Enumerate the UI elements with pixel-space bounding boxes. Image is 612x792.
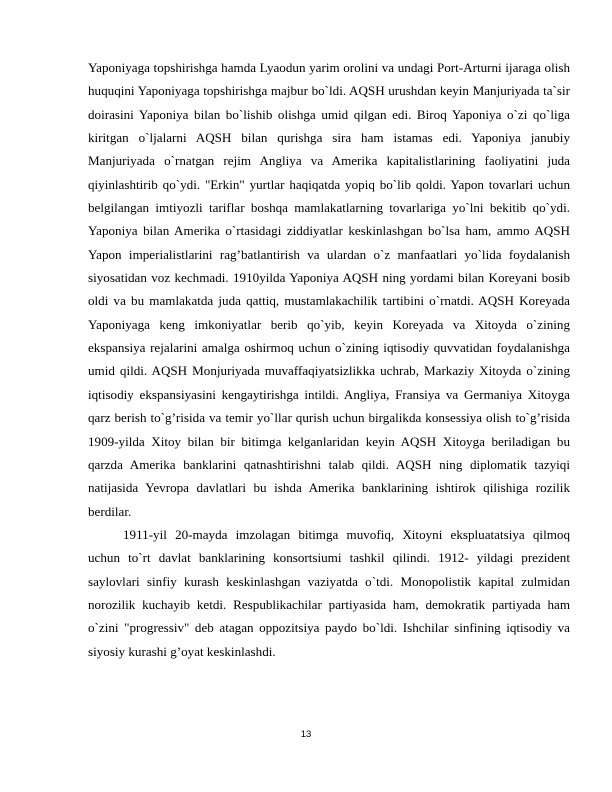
paragraph-2: 1911-yil 20-mayda imzolagan bitimga muvofiq, Xitoyni ekspluatatsiya qilmoq uchun to`rt davlat banklarining konsortsiumi tashkil qilindi. 1912- yildagi prezident saylovlari sinfiy kurash keskinlashgan vaziyatda o`tdi. Monopolistik kapital zulmidan norozilik kuchayib ketdi. Respublikachilar partiyasida ham, demokratik partiyada ham o`zini "progressiv" deb atagan oppozitsiya paydo bo`ldi. Ishchilar sinfining iqtisodiy va siyosiy kurashi g’oyat keskinlashdi. — [88, 526, 570, 659]
page-body — [88, 56, 570, 663]
page-number: 13 — [300, 729, 312, 740]
paragraph-1: Yaponiyaga topshirishga hamda Lyaodun yarim orolini va undagi Port-Arturni ijaraga olish huquqini Yaponiyaga topshirishga majbur bo`ldi. AQSH urushdan keyin Manjuriyada ta`sir doirasini Yaponiya bilan bo`lishib olishga umid qilgan edi. Biroq Yaponiya o`zi qo`liga kiritgan o`ljalarni AQSH bilan qurishga sira ham istamas edi. Yaponiya janubiy Manjuriyada o`rnatgan rejim Angliya va Amerika kapitalistlarining faoliyatini juda qiyinlashtirib qo`ydi. "Erkin" yurtlar haqiqatda yopiq bo`lib qoldi. Yapon tovarlari uchun belgilangan imtiyozli tariflar boshqa mamlakatlarning tovarlariga yo`lni bekitib qo`ydi. Yaponiya bilan Amerika o`rtasidagi ziddiyatlar keskinlashgan bo`lsa ham, ammo AQSH Yapon imperialistlarini rag’batlantirish va ulardan o`z manfaatlari yo`lida foydalanish siyosatidan voz kechmadi. 1910yilda Yaponiya AQSH ning yordami bilan Koreyani bosib oldi va bu mamlakatda juda qattiq, mustamlakachilik tartibini o`rnatdi. AQSH Koreyada Yaponiyaga keng imkoniyatlar berib qo`yib, keyin Koreyada va Xitoyda o`zining ekspansiya rejalarini amalga oshirmoq uchun o`zining iqtisodiy quvvatidan foydalanishga umid qildi. AQSH Monjuriyada muvaffaqiyatsizlikka uchrab, Markaziy Xitoyda o`zining iqtisodiy ekspansiyasini kengaytirishga intildi. Angliya, Fransiya va Germaniya Xitoyga qarz berish to`g’risida va temir yo`llar qurish uchun birgalikda konsessiya olish to`g’risida 1909-yilda Xitoy bilan bir bitimga kelganlaridan keyin AQSH Xitoyga beriladigan bu qarzda Amerika banklarini qatnashtirishni talab qildi. AQSH ning diplomatik tazyiqi natijasida Yevropa davlatlari bu ishda Amerika banklarining ishtirok qilishiga rozilik berdilar. — [88, 60, 570, 519]
